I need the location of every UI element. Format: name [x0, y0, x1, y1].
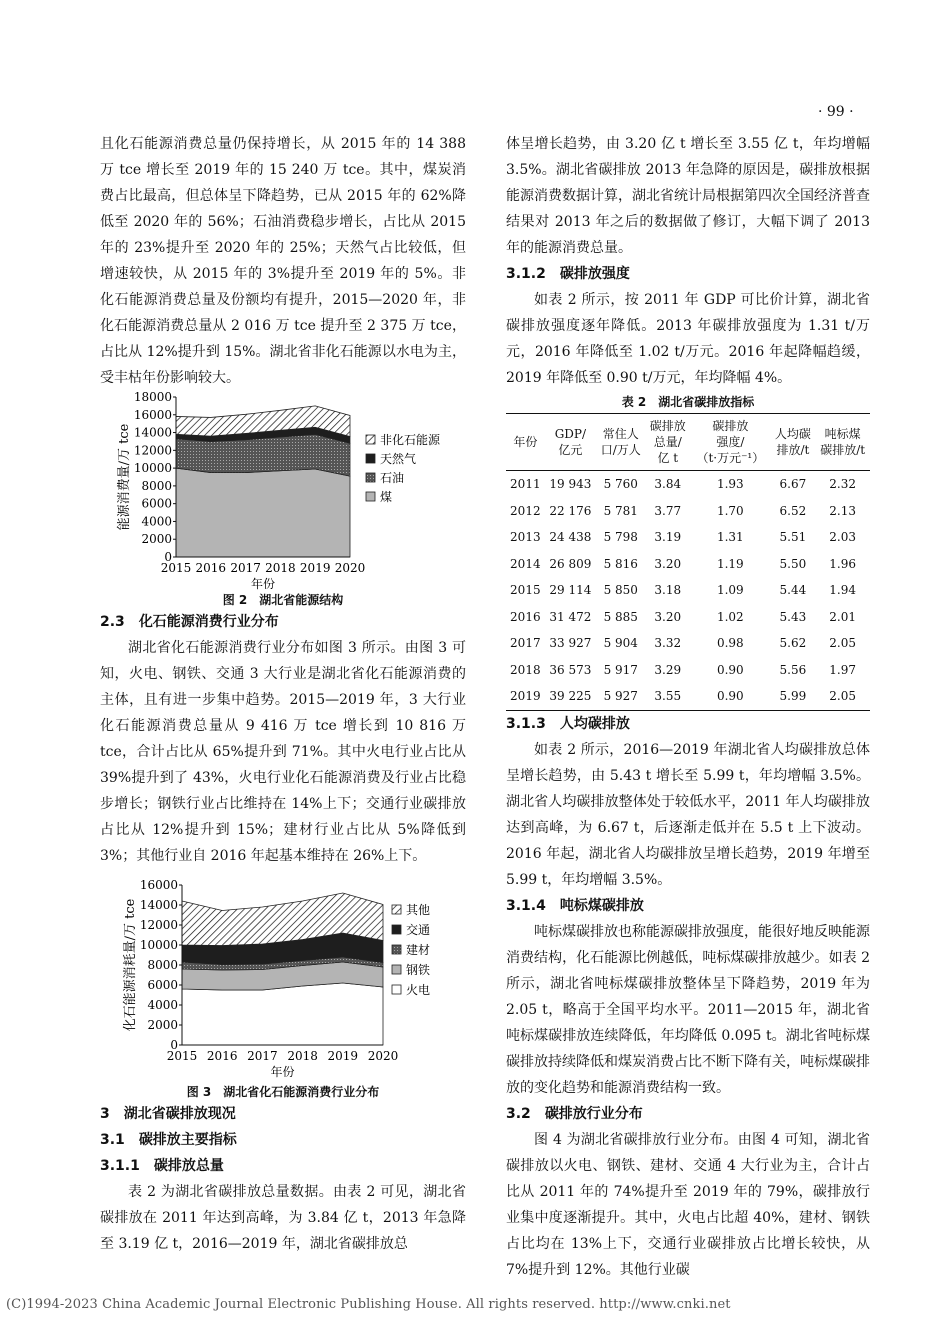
paragraph: 如表 2 所示，2016—2019 年湖北省人均碳排放总体呈增长趋势，由 5.43 t 增长至 5.99 t，年均增幅 3.5%。湖北省人均碳排放整体处于较低水平，2011 年人均碳排放达到高峰，为 6.67 t，后逐渐走低并在 5.5 t 上下波动。2016 年起，湖北省人均碳排放呈增长趋势，2019 年增至 5.99 t，年均增幅 3.5%。	[506, 741, 870, 888]
table-cell: 33 927	[549, 636, 592, 651]
table-row	[506, 471, 870, 498]
section-3-1-3-heading	[506, 711, 870, 737]
table-cell: 31 472	[549, 609, 592, 624]
table-cell: 1.19	[716, 556, 744, 571]
table-cell: 5 927	[596, 683, 645, 710]
table-cell: 1.02	[716, 609, 744, 624]
y-tick-label: 14000	[139, 898, 178, 912]
x-tick-label: 2015	[160, 561, 192, 575]
table-cell: 2.13	[829, 503, 856, 518]
left-column	[100, 131, 466, 1257]
table-cell: 2019	[506, 683, 545, 710]
legend-swatch	[366, 454, 375, 463]
section-number: 2.3	[100, 614, 125, 630]
table-cell: 1.93	[716, 477, 744, 492]
table-header-cell: 碳排放 强度/ （t·万元⁻¹）	[690, 414, 770, 471]
x-tick-label: 2015	[166, 1049, 198, 1063]
section-number: 3.2	[506, 1105, 531, 1122]
y-tick-label: 14000	[133, 425, 172, 440]
legend-swatch	[366, 473, 375, 482]
y-tick-label: 6000	[141, 496, 172, 511]
table-cell: 5.51	[779, 530, 807, 545]
table-cell: 2.32	[829, 477, 856, 492]
y-tick-label: 4000	[147, 998, 178, 1012]
legend-swatch	[392, 965, 401, 974]
table-cell: 5 885	[603, 609, 638, 624]
table-cell: 3.20	[654, 556, 682, 571]
section-3-1-1-heading	[100, 1153, 466, 1179]
table-cell: 3.19	[654, 530, 682, 545]
table-cell: 3.20	[654, 609, 682, 624]
x-tick-label: 2016	[206, 1049, 238, 1063]
table-header-cell: 年份	[506, 414, 545, 471]
table-cell: 0.90	[716, 662, 744, 677]
table-cell: 2018	[510, 662, 541, 677]
section-number: 3.1.1	[100, 1158, 140, 1174]
y-tick-label: 12000	[133, 443, 172, 458]
table-cell: 5 917	[603, 662, 638, 677]
x-axis-label: 年份	[270, 1065, 295, 1079]
table-cell: 5.43	[779, 609, 807, 624]
table-cell: 6.67	[779, 477, 807, 492]
table-body	[506, 471, 870, 711]
table-cell: 3.55	[645, 683, 690, 710]
legend-label: 建材	[406, 943, 431, 957]
table-cell: 5 816	[603, 556, 638, 571]
section-title: 化石能源消费行业分布	[138, 614, 279, 630]
table-cell: 5 760	[603, 477, 638, 492]
x-tick-label: 2018	[265, 561, 296, 575]
section-3-1-2-heading	[506, 261, 870, 287]
table-cell: 2.05	[815, 683, 870, 710]
section-title: 湖北省碳排放现况	[123, 1106, 236, 1122]
table-cell: 2.03	[829, 530, 856, 545]
legend-label: 石油	[380, 471, 405, 485]
x-tick-label: 2016	[195, 561, 227, 575]
table-header-cell: 常住人 口/万人	[596, 414, 645, 471]
table-cell: 36 573	[549, 662, 592, 677]
x-tick-label: 2019	[299, 561, 331, 575]
industry-distribution-chart	[100, 869, 466, 1083]
table-cell: 24 438	[549, 530, 592, 545]
y-tick-label: 8000	[147, 958, 178, 972]
table-cell: 3.29	[654, 662, 682, 677]
table-cell: 5 904	[603, 636, 638, 651]
section-3-1-heading	[100, 1127, 466, 1153]
x-tick-label: 2019	[327, 1049, 359, 1063]
table-cell: 3.32	[654, 636, 682, 651]
table-row	[506, 498, 870, 525]
legend-swatch	[392, 945, 401, 954]
table-cell: 26 809	[549, 556, 592, 571]
paragraph: 图 4 为湖北省碳排放行业分布。由图 4 可知，湖北省碳排放以火电、钢铁、建材、交通 4 大行业为主，合计占比从 2011 年的 74%提升至 2019 年的 79%，碳排放行业集中度逐渐提升。其中，火电占比超 40%，建材、钢铁占比均在 13%上下，交通行业碳排放占比增长较快，从 7%提升到 12%。其他行业碳	[506, 1131, 870, 1278]
section-title: 吨标煤碳排放	[559, 897, 644, 914]
table-header-row	[506, 414, 870, 471]
section-number: 3.1.3	[506, 715, 546, 732]
table-cell: 1.94	[829, 583, 856, 598]
y-tick-label: 16000	[133, 407, 172, 422]
y-axis-label: 能源消费量/万 tce	[117, 423, 132, 531]
paragraph: 体呈增长趋势，由 3.20 亿 t 增长至 3.55 亿 t，年均增幅 3.5%。湖北省碳排放 2013 年急降的原因是，碳排放根据能源消费数据计算，湖北省统计局根据第四次全国经济普查结果对 2013 年之后的数据做了修订，大幅下调了 2013 年的能源消费总量。	[506, 136, 870, 256]
x-tick-label: 2018	[287, 1049, 318, 1063]
x-tick-label: 2020	[367, 1049, 399, 1063]
legend-swatch	[366, 435, 375, 444]
table-cell: 5.56	[779, 662, 807, 677]
y-tick-label: 6000	[147, 978, 178, 992]
table-cell: 5.44	[779, 583, 807, 598]
energy-structure-chart	[100, 391, 466, 591]
table-row	[506, 551, 870, 578]
table-cell: 19 943	[549, 477, 592, 492]
table-cell: 2017	[510, 636, 541, 651]
legend-label: 交通	[406, 923, 431, 937]
table-row	[506, 577, 870, 604]
right-column	[506, 131, 870, 1283]
legend-swatch	[392, 925, 401, 934]
y-tick-label: 10000	[133, 461, 172, 476]
table-cell: 3.77	[654, 503, 682, 518]
section-3-2-heading	[506, 1101, 870, 1127]
table-header-cell: 碳排放 总量/ 亿 t	[645, 414, 690, 471]
table-header-cell: 人均碳 排放/t	[771, 414, 816, 471]
table-cell: 0.98	[716, 636, 744, 651]
y-tick-label: 4000	[141, 514, 172, 529]
table-cell: 0.90	[690, 683, 770, 710]
figure-3-caption: 图 3 湖北省化石能源消费行业分布	[186, 1085, 380, 1099]
legend-label: 天然气	[380, 452, 417, 466]
table-row	[506, 524, 870, 551]
table-cell: 29 114	[549, 583, 592, 598]
area-series-煤	[176, 468, 350, 557]
area-series-火电	[182, 983, 383, 1045]
section-title: 碳排放强度	[559, 266, 630, 282]
section-title: 碳排放主要指标	[138, 1132, 237, 1148]
table-cell: 3.84	[654, 477, 682, 492]
section-title: 碳排放行业分布	[544, 1105, 643, 1122]
legend-swatch	[392, 905, 401, 914]
paragraph: 表 2 为湖北省碳排放总量数据。由表 2 可见，湖北省碳排放在 2011 年达到高峰，为 3.84 亿 t，2013 年急降至 3.19 亿 t，2016—2019 年，湖北省碳排放总	[100, 1184, 466, 1252]
paragraph: 且化石能源消费总量仍保持增长，从 2015 年的 14 388 万 tce 增长至 2019 年的 15 240 万 tce。其中，煤炭消费占比最高，但总体呈下降趋势，已从 2015 年的 62%降低至 2020 年的 56%；石油消费稳步增长，占比从 2015 年的 23%提升至 2020 年的 25%；天然气占比较低，但增速较快，从 2015 年的 3%提升至 2019 年的 5%。非化石能源消费总量及份额均有提升，2015—2020 年，非化石能源消费总量从 2 016 万 tce 提升至 2 375 万 tce，占比从 12%提升到 15%。湖北省非化石能源以水电为主，受丰枯年份影响较大。	[100, 136, 466, 386]
section-number: 3.1.2	[506, 266, 546, 282]
x-tick-label: 2017	[230, 561, 261, 575]
table-cell: 2015	[510, 583, 541, 598]
table-row	[506, 604, 870, 631]
y-tick-label: 0	[170, 1038, 178, 1052]
x-tick-label: 2020	[334, 561, 366, 575]
paragraph: 湖北省化石能源消费行业分布如图 3 所示。由图 3 可知，火电、钢铁、交通 3 大行业是湖北省化石能源消费的主体，且有进一步集中趋势。2015—2019 年，3 大行业化石能源消费总量从 9 416 万 tce 增长到 10 816 万 tce，合计占比从 65%提升到 71%。其中火电行业占比从 39%提升到了 43%，火电行业化石能源消费及行业占比稳步增长；钢铁行业占比维持在 14%上下；交通行业碳排放占比从 12%提升到 15%；建材行业占比从 5%降低到 3%；其他行业自 2016 年起基本维持在 26%上下。	[100, 640, 466, 864]
table-cell: 3.18	[654, 583, 682, 598]
section-3-heading	[100, 1101, 466, 1127]
section-2-3-heading	[100, 609, 466, 635]
table-cell: 5.50	[779, 556, 807, 571]
legend-label: 煤	[380, 490, 393, 504]
table-cell: 5 781	[603, 503, 638, 518]
section-number: 3.1	[100, 1132, 125, 1148]
carbon-indicator-table	[506, 413, 870, 711]
table-cell: 2011	[510, 477, 541, 492]
page-number: · 99 ·	[818, 104, 854, 120]
table-cell: 1.70	[716, 503, 744, 518]
section-title: 人均碳排放	[559, 715, 630, 732]
y-tick-label: 12000	[139, 918, 178, 932]
x-tick-label: 2017	[247, 1049, 278, 1063]
legend-label: 钢铁	[406, 963, 431, 977]
legend-label: 其他	[406, 903, 431, 917]
table-2-caption: 表 2 湖北省碳排放指标	[621, 395, 755, 409]
x-axis-label: 年份	[250, 577, 276, 591]
legend-swatch	[366, 492, 375, 501]
y-tick-label: 8000	[141, 478, 172, 493]
table-cell: 6.52	[779, 503, 807, 518]
paragraph: 吨标煤碳排放也称能源碳排放强度，能很好地反映能源消费结构，化石能源比例越低，吨标煤碳排放越少。如表 2 所示，湖北省吨标煤碳排放整体呈下降趋势，2019 年为 2.05 t，略高于全国平均水平。2011—2015 年，湖北省吨标煤碳排放连续降低，年均降低 0.095 t。湖北省吨标煤碳排放持续降低和煤炭消费占比不断下降有关，吨标煤碳排放的变化趋势和能源消费结构一致。	[506, 923, 870, 1096]
table-cell: 5.62	[779, 636, 807, 651]
table-cell: 5 798	[603, 530, 638, 545]
paragraph: 如表 2 所示，按 2011 年 GDP 可比价计算，湖北省碳排放强度逐年降低。2013 年碳排放强度为 1.31 t/万元，2016 年降低至 1.02 t/万元。2016 年起降幅趋缓，2019 年降低至 0.90 t/万元，年均降幅 4%。	[506, 292, 870, 386]
table-cell: 1.09	[716, 583, 744, 598]
section-number: 3.1.4	[506, 897, 546, 914]
table-cell: 2014	[510, 556, 541, 571]
y-tick-label: 2000	[141, 532, 172, 547]
legend-label: 火电	[406, 983, 431, 997]
table-cell: 5 850	[603, 583, 638, 598]
y-tick-label: 18000	[133, 391, 172, 404]
table-cell: 1.96	[829, 556, 856, 571]
y-tick-label: 2000	[147, 1018, 178, 1032]
legend-label: 非化石能源	[380, 433, 441, 447]
table-cell: 2012	[510, 503, 541, 518]
legend-swatch	[392, 985, 401, 994]
y-tick-label: 10000	[139, 938, 178, 952]
table-row	[506, 683, 870, 710]
section-title: 碳排放总量	[153, 1158, 224, 1174]
table-header-cell: GDP/ 亿元	[545, 414, 596, 471]
table-cell: 2.05	[829, 636, 856, 651]
section-number: 3	[100, 1106, 110, 1122]
table-row	[506, 657, 870, 684]
table-cell: 2.01	[829, 609, 856, 624]
table-cell: 1.31	[716, 530, 744, 545]
figure-2-caption: 图 2 湖北省能源结构	[222, 593, 344, 607]
y-tick-label: 16000	[139, 878, 178, 892]
table-cell: 39 225	[545, 683, 596, 710]
table-cell: 2016	[510, 609, 541, 624]
y-tick-label: 0	[164, 550, 172, 564]
table-header-cell: 吨标煤 碳排放/t	[815, 414, 870, 471]
table-row	[506, 630, 870, 657]
y-axis-label: 化石能源消耗量/万 tce	[123, 898, 138, 1032]
table-cell: 5.99	[771, 683, 816, 710]
section-3-1-4-heading	[506, 893, 870, 919]
table-cell: 2013	[510, 530, 541, 545]
table-cell: 22 176	[549, 503, 592, 518]
copyright-footer: (C)1994-2023 China Academic Journal Electronic Publishing House. All rights reserved. http://www.cnki.net	[6, 1297, 731, 1312]
table-cell: 1.97	[829, 662, 856, 677]
